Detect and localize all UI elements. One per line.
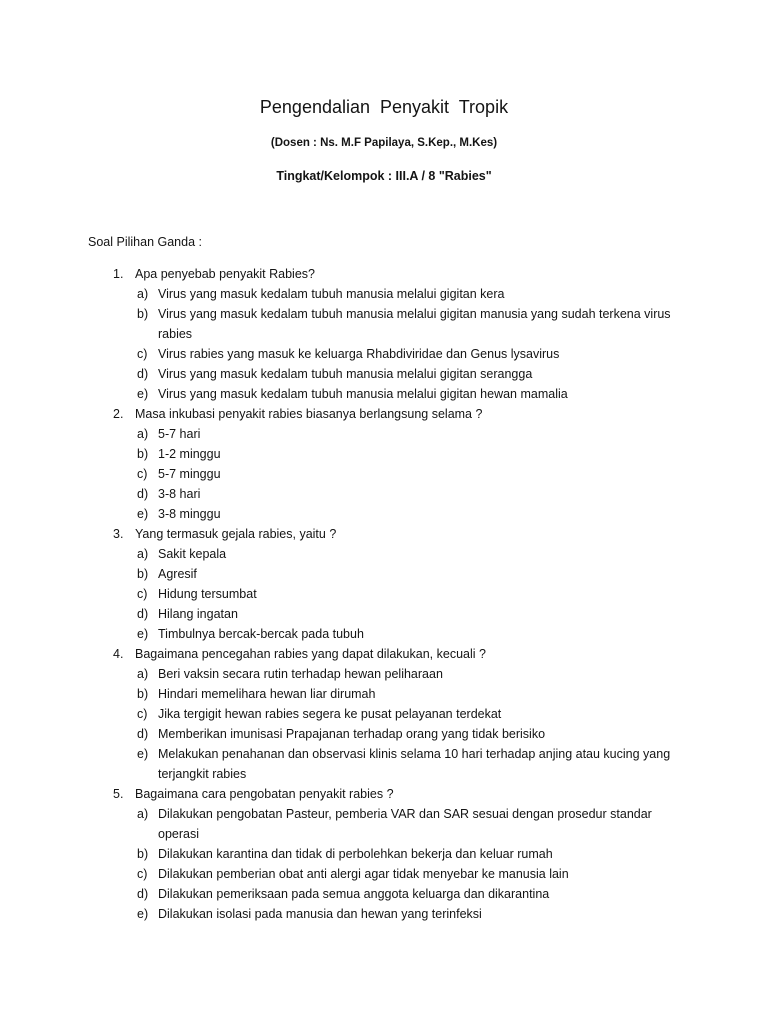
option-letter: c): [137, 467, 148, 481]
option-text: Hilang ingatan: [158, 607, 238, 621]
option-letter: e): [137, 747, 149, 761]
answer-option: [0, 464, 768, 484]
question-row: [0, 784, 768, 804]
answer-option: [0, 724, 768, 744]
option-text: Dilakukan karantina dan tidak di perbolehkan bekerja dan keluar rumah: [158, 847, 553, 861]
question-text: Yang termasuk gejala rabies, yaitu ?: [135, 527, 337, 541]
option-text: Jika tergigit hewan rabies segera ke pusat pelayanan terdekat: [158, 707, 502, 721]
question-number: 2.: [113, 407, 124, 421]
section-heading: Soal Pilihan Ganda :: [88, 235, 202, 249]
question-text: Bagaimana cara pengobatan penyakit rabies ?: [135, 787, 394, 801]
option-text: Timbulnya bercak-bercak pada tubuh: [158, 627, 364, 641]
option-letter: e): [137, 387, 149, 401]
answer-option: [0, 624, 768, 644]
answer-option: [0, 744, 768, 784]
question-number: 3.: [113, 527, 124, 541]
option-text: Dilakukan isolasi pada manusia dan hewan yang terinfeksi: [158, 907, 482, 921]
question-item: [0, 524, 768, 644]
option-letter: b): [137, 307, 149, 321]
option-text: Agresif: [158, 567, 197, 581]
document-title: Pengendalian Penyakit Tropik: [259, 97, 509, 117]
option-text: Melakukan penahanan dan observasi klinis selama 10 hari terhadap anjing atau kucing yang terjangkit rabies: [158, 747, 671, 781]
answer-option: [0, 664, 768, 684]
answer-option: [0, 584, 768, 604]
option-letter: a): [137, 547, 149, 561]
option-letter: e): [137, 627, 149, 641]
answer-option: [0, 564, 768, 584]
option-letter: c): [137, 587, 148, 601]
answer-option: [0, 384, 768, 404]
option-letter: d): [137, 887, 149, 901]
question-text: Apa penyebab penyakit Rabies?: [135, 267, 315, 281]
option-text: Virus yang masuk kedalam tubuh manusia melalui gigitan manusia yang sudah terkena virus rabies: [158, 307, 671, 341]
answer-option: [0, 484, 768, 504]
answer-option: [0, 444, 768, 464]
answer-option: [0, 884, 768, 904]
answer-option: [0, 364, 768, 384]
question-row: [0, 524, 768, 544]
question-list: [0, 264, 768, 924]
answer-option: [0, 424, 768, 444]
option-letter: b): [137, 447, 149, 461]
question-row: [0, 404, 768, 424]
option-letter: c): [137, 867, 148, 881]
question-number: 5.: [113, 787, 124, 801]
lecturer-line: (Dosen : Ns. M.F Papilaya, S.Kep., M.Kes): [270, 137, 498, 149]
answer-option: [0, 864, 768, 884]
option-letter: d): [137, 727, 149, 741]
answer-option: [0, 704, 768, 724]
option-letter: d): [137, 487, 149, 501]
question-item: [0, 264, 768, 404]
option-letter: a): [137, 667, 149, 681]
option-letter: e): [137, 507, 149, 521]
option-text: Dilakukan pemeriksaan pada semua anggota keluarga dan dikarantina: [158, 887, 550, 901]
option-text: 3-8 minggu: [158, 507, 221, 521]
option-text: Virus yang masuk kedalam tubuh manusia melalui gigitan hewan mamalia: [158, 387, 568, 401]
option-text: 5-7 hari: [158, 427, 201, 441]
option-letter: a): [137, 427, 149, 441]
answer-option: [0, 604, 768, 624]
option-text: Sakit kepala: [158, 547, 227, 561]
question-item: [0, 644, 768, 784]
answer-option: [0, 804, 768, 844]
option-text: Virus yang masuk kedalam tubuh manusia melalui gigitan serangga: [158, 367, 533, 381]
answer-option: [0, 684, 768, 704]
question-number: 1.: [113, 267, 124, 281]
option-letter: a): [137, 287, 149, 301]
group-line: Tingkat/Kelompok : III.A / 8 "Rabies": [276, 169, 492, 183]
question-item: [0, 784, 768, 924]
option-letter: b): [137, 687, 149, 701]
answer-option: [0, 544, 768, 564]
answer-option: [0, 344, 768, 364]
answer-option: [0, 504, 768, 524]
option-text: Dilakukan pengobatan Pasteur, pemberia VAR dan SAR sesuai dengan prosedur standar operasi: [158, 807, 652, 841]
option-text: 1-2 minggu: [158, 447, 221, 461]
answer-option: [0, 844, 768, 864]
option-text: Virus rabies yang masuk ke keluarga Rhabdiviridae dan Genus lysavirus: [158, 347, 560, 361]
option-text: Hindari memelihara hewan liar dirumah: [158, 687, 376, 701]
question-row: [0, 264, 768, 284]
option-letter: e): [137, 907, 149, 921]
option-text: Virus yang masuk kedalam tubuh manusia melalui gigitan kera: [158, 287, 505, 301]
option-text: 3-8 hari: [158, 487, 201, 501]
answer-option: [0, 304, 768, 344]
option-letter: b): [137, 847, 149, 861]
question-text: Bagaimana pencegahan rabies yang dapat dilakukan, kecuali ?: [135, 647, 486, 661]
option-letter: d): [137, 607, 149, 621]
option-letter: d): [137, 367, 149, 381]
option-letter: b): [137, 567, 149, 581]
question-row: [0, 644, 768, 664]
option-text: Memberikan imunisasi Prapajanan terhadap orang yang tidak berisiko: [158, 727, 546, 741]
answer-option: [0, 284, 768, 304]
option-text: Beri vaksin secara rutin terhadap hewan peliharaan: [158, 667, 443, 681]
question-item: [0, 404, 768, 524]
option-text: Hidung tersumbat: [158, 587, 257, 601]
question-number: 4.: [113, 647, 124, 661]
option-text: 5-7 minggu: [158, 467, 221, 481]
question-text: Masa inkubasi penyakit rabies biasanya berlangsung selama ?: [135, 407, 483, 421]
answer-option: [0, 904, 768, 924]
option-text: Dilakukan pemberian obat anti alergi agar tidak menyebar ke manusia lain: [158, 867, 569, 881]
option-letter: c): [137, 707, 148, 721]
option-letter: a): [137, 807, 149, 821]
option-letter: c): [137, 347, 148, 361]
